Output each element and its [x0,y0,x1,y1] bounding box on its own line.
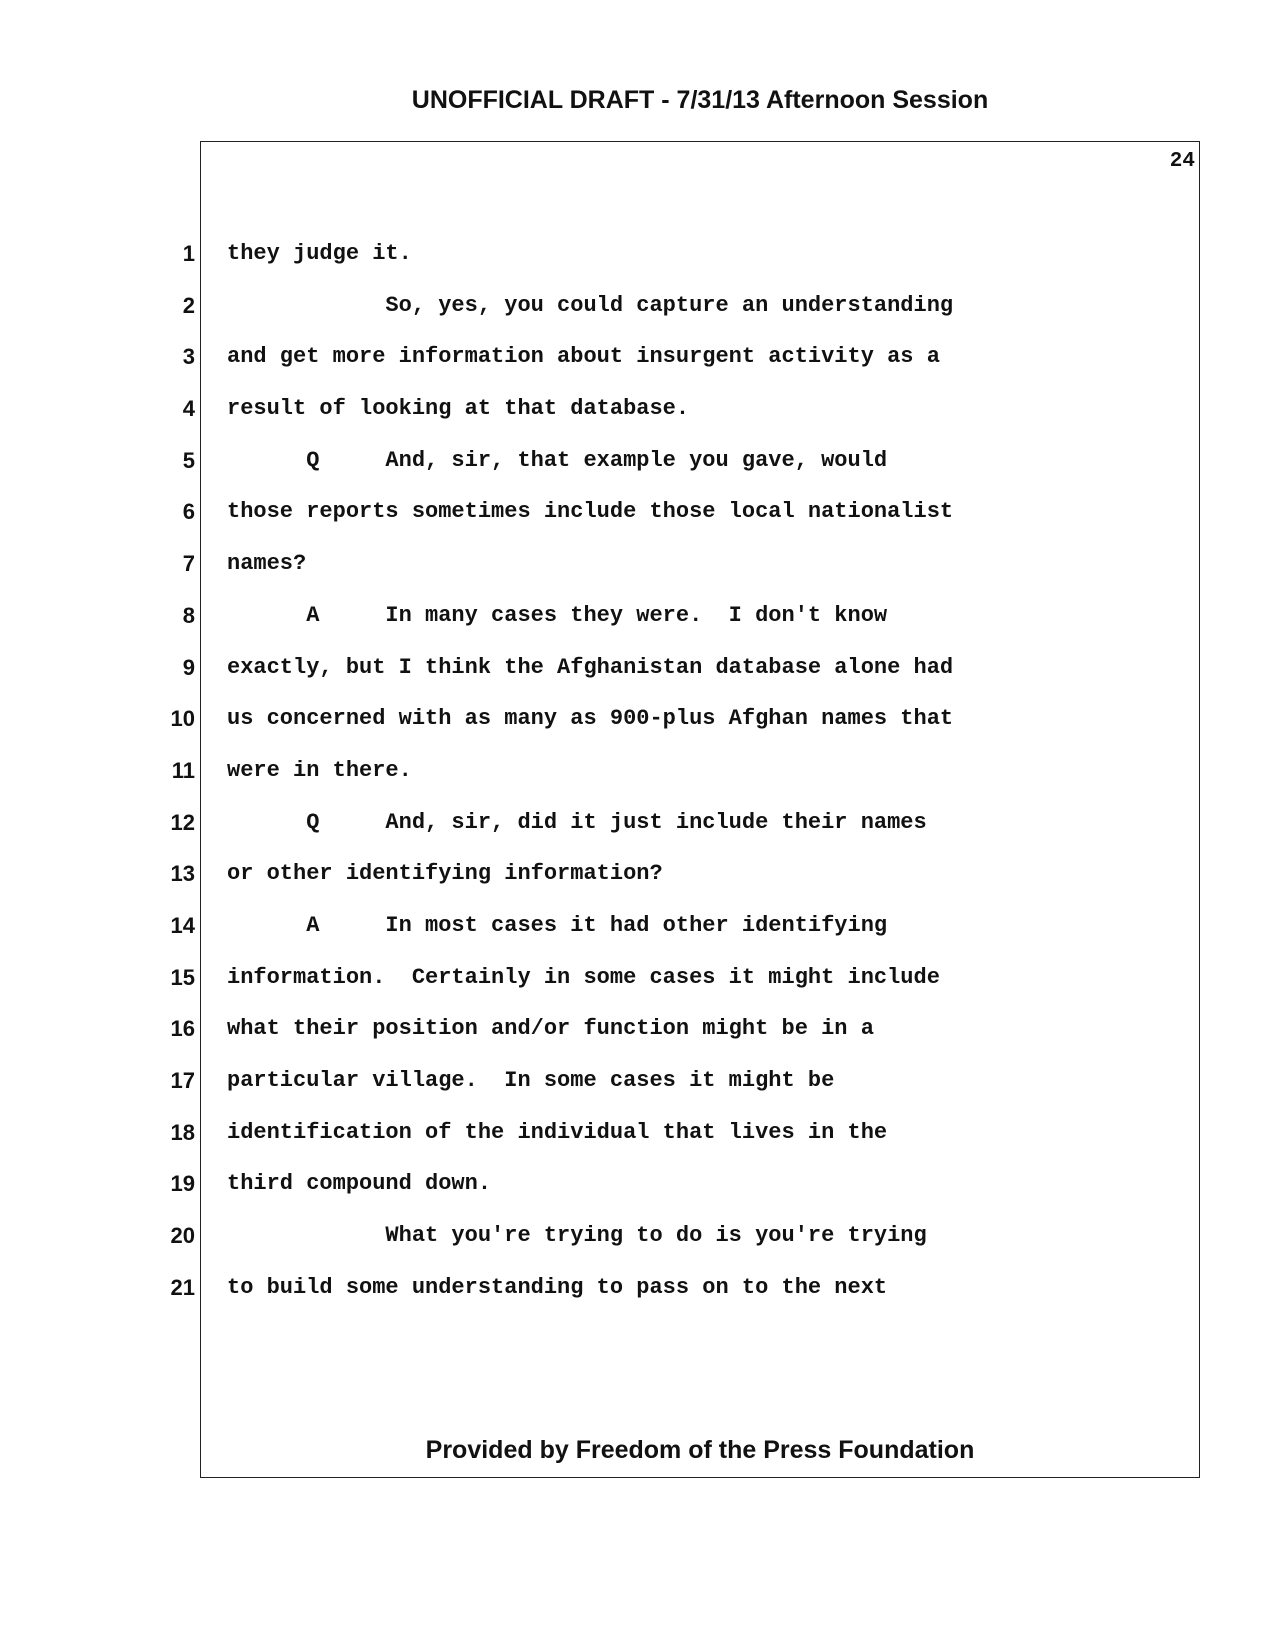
line-number: 12 [170,809,195,835]
line-number: 21 [170,1274,195,1300]
line-text: or other identifying information? [227,861,663,887]
transcript-line [0,538,1275,590]
line-text: they judge it. [227,241,412,266]
line-number: 20 [170,1223,195,1249]
line-number: 9 [182,654,195,680]
document-footer: Provided by Freedom of the Press Foundation [425,1436,975,1464]
line-number: 7 [182,551,195,577]
line-text: A In many cases they were. I don't know [227,602,888,628]
line-text: third compound down. [227,1171,492,1197]
line-number: 15 [170,964,195,990]
transcript-line [0,1262,1275,1314]
line-text: names? [227,551,307,577]
line-text: those reports sometimes include those local nationalist [227,499,954,525]
line-number: 13 [170,861,195,887]
transcript-line [0,280,1275,332]
transcript-line [0,1055,1275,1107]
line-text: were in there. [227,757,412,783]
line-text: identification of the individual that lives in the [227,1119,888,1145]
transcript-line [0,435,1275,487]
transcript-lines [0,228,1275,1313]
transcript-line [0,1158,1275,1210]
line-number: 16 [170,1016,195,1042]
transcript-line [0,797,1275,849]
transcript-line [0,486,1275,538]
line-number: 11 [171,757,195,783]
line-text: and get more information about insurgent activity as a [227,344,940,370]
line-number: 6 [182,499,195,525]
line-number: 14 [170,912,195,938]
transcript-line [0,383,1275,435]
line-text: result of looking at that database. [227,396,690,422]
transcript-line [0,900,1275,952]
line-text: Q And, sir, that example you gave, would [227,447,888,473]
line-number: 2 [182,292,195,318]
line-number: 5 [182,447,195,473]
line-number: 4 [182,396,195,422]
transcript-line [0,745,1275,797]
transcript-line [0,1003,1275,1055]
line-text: A In most cases it had other identifying [227,912,888,938]
transcript-line [0,1210,1275,1262]
page-number: 24 [1169,150,1195,173]
line-number: 18 [170,1119,195,1145]
transcript-line [0,848,1275,900]
line-text: Q And, sir, did it just include their names [227,809,927,835]
line-text: what their position and/or function might be in a [227,1016,874,1042]
transcript-line [0,228,1275,280]
line-text: What you're trying to do is you're trying [227,1223,927,1249]
line-number: 3 [182,344,195,370]
line-text: particular village. In some cases it might be [227,1068,835,1093]
transcript-line [0,642,1275,694]
line-number: 19 [170,1171,195,1197]
transcript-line [0,1107,1275,1159]
line-text: to build some understanding to pass on to the next [227,1274,888,1300]
line-text: information. Certainly in some cases it might include [227,964,940,990]
transcript-line [0,331,1275,383]
line-number: 10 [170,706,195,732]
transcript-line [0,590,1275,642]
line-number: 17 [170,1068,195,1093]
line-number: 1 [182,241,195,266]
line-text: exactly, but I think the Afghanistan database alone had [227,654,954,680]
line-text: us concerned with as many as 900-plus Afghan names that [227,706,954,732]
line-text: So, yes, you could capture an understanding [227,292,954,318]
transcript-line [0,952,1275,1004]
document-header: UNOFFICIAL DRAFT - 7/31/13 Afternoon Session [411,86,989,114]
line-number: 8 [182,602,195,628]
transcript-line [0,693,1275,745]
